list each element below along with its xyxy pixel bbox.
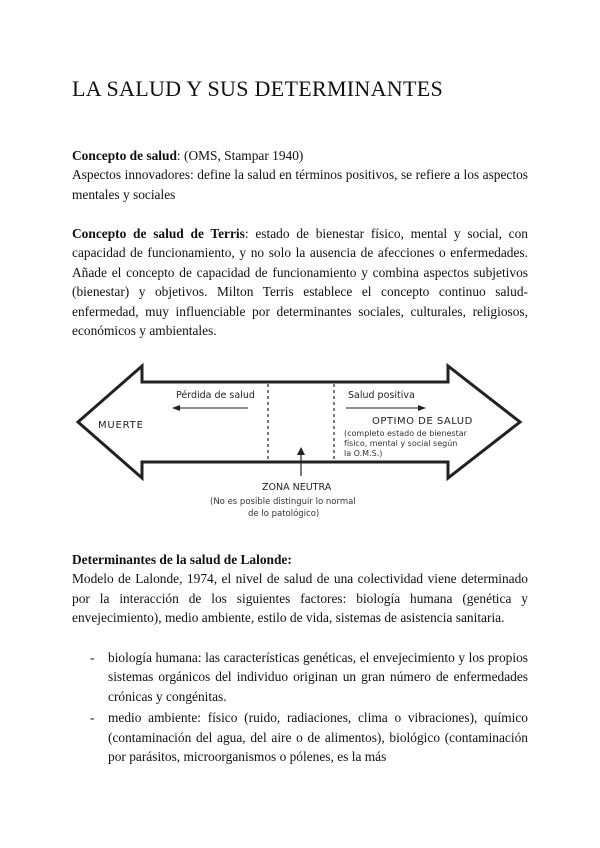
loss-label: Pérdida de salud (176, 390, 255, 401)
terris-text: : estado de bienestar físico, mental y social, con capacidad de funcionamiento, y no solo la ausencia de afecciones o enfermedades. Añade el concepto de capacidad de funcionamiento y combina aspectos subjetivos (bienestar) y objetivos. Milton Terris establece el concepto continuo salud-enfermedad, muy influenciable por determinantes sociales, culturales, religiosos, económicos y ambientales. (72, 226, 529, 339)
neutral-sub-1: (No es posible distinguir lo normal (210, 497, 356, 507)
lalonde-factor-list (72, 648, 528, 768)
optimum-label: OPTIMO DE SALUD (372, 416, 473, 427)
list-item: - medio ambiente: físico (ruido, radiaciones, clima o vibraciones), químico (contaminación del agua, del aire o de alimentos), biológico (contaminación por parásitos, microorganismos o pólenes, es la más (90, 710, 528, 765)
terris-heading: Concepto de salud de Terris (72, 226, 245, 241)
neutral-sub-2: de lo patológico) (248, 509, 320, 519)
terris-paragraph (72, 224, 528, 340)
concepto-heading: Concepto de salud (72, 148, 177, 163)
optimum-sub-1: (completo estado de bienestar (344, 429, 467, 438)
concepto-paragraph (72, 146, 528, 204)
health-continuum-diagram (72, 356, 532, 524)
lalonde-paragraph (72, 550, 528, 628)
neutral-label: ZONA NEUTRA (262, 482, 332, 493)
page-title: LA SALUD Y SUS DETERMINANTES (72, 76, 444, 101)
muerte-label: MUERTE (98, 420, 144, 431)
concepto-text: Aspectos innovadores: define la salud en términos positivos, se refiere a los aspectos mentales y sociales (72, 167, 528, 202)
concepto-source: : (OMS, Stampar 1940) (176, 148, 304, 163)
lalonde-heading: Determinantes de la salud de Lalonde: (72, 552, 292, 567)
gain-label: Salud positiva (348, 390, 415, 401)
list-item: - biología humana: las características genéticas, el envejecimiento y los propios sistemas orgánicos del individuo originan un gran número de enfermedades crónicas y congénitas. (90, 650, 528, 704)
optimum-sub-2: físico, mental y social según (344, 439, 458, 448)
lalonde-text: Modelo de Lalonde, 1974, el nivel de salud de una colectividad viene determinado por la interacción de los siguientes factores: biología humana (genética y envejecimiento), medio ambiente, estilo de vida, sistemas de asistencia sanitaria. (72, 571, 528, 626)
optimum-sub-3: la O.M.S.) (344, 449, 383, 458)
